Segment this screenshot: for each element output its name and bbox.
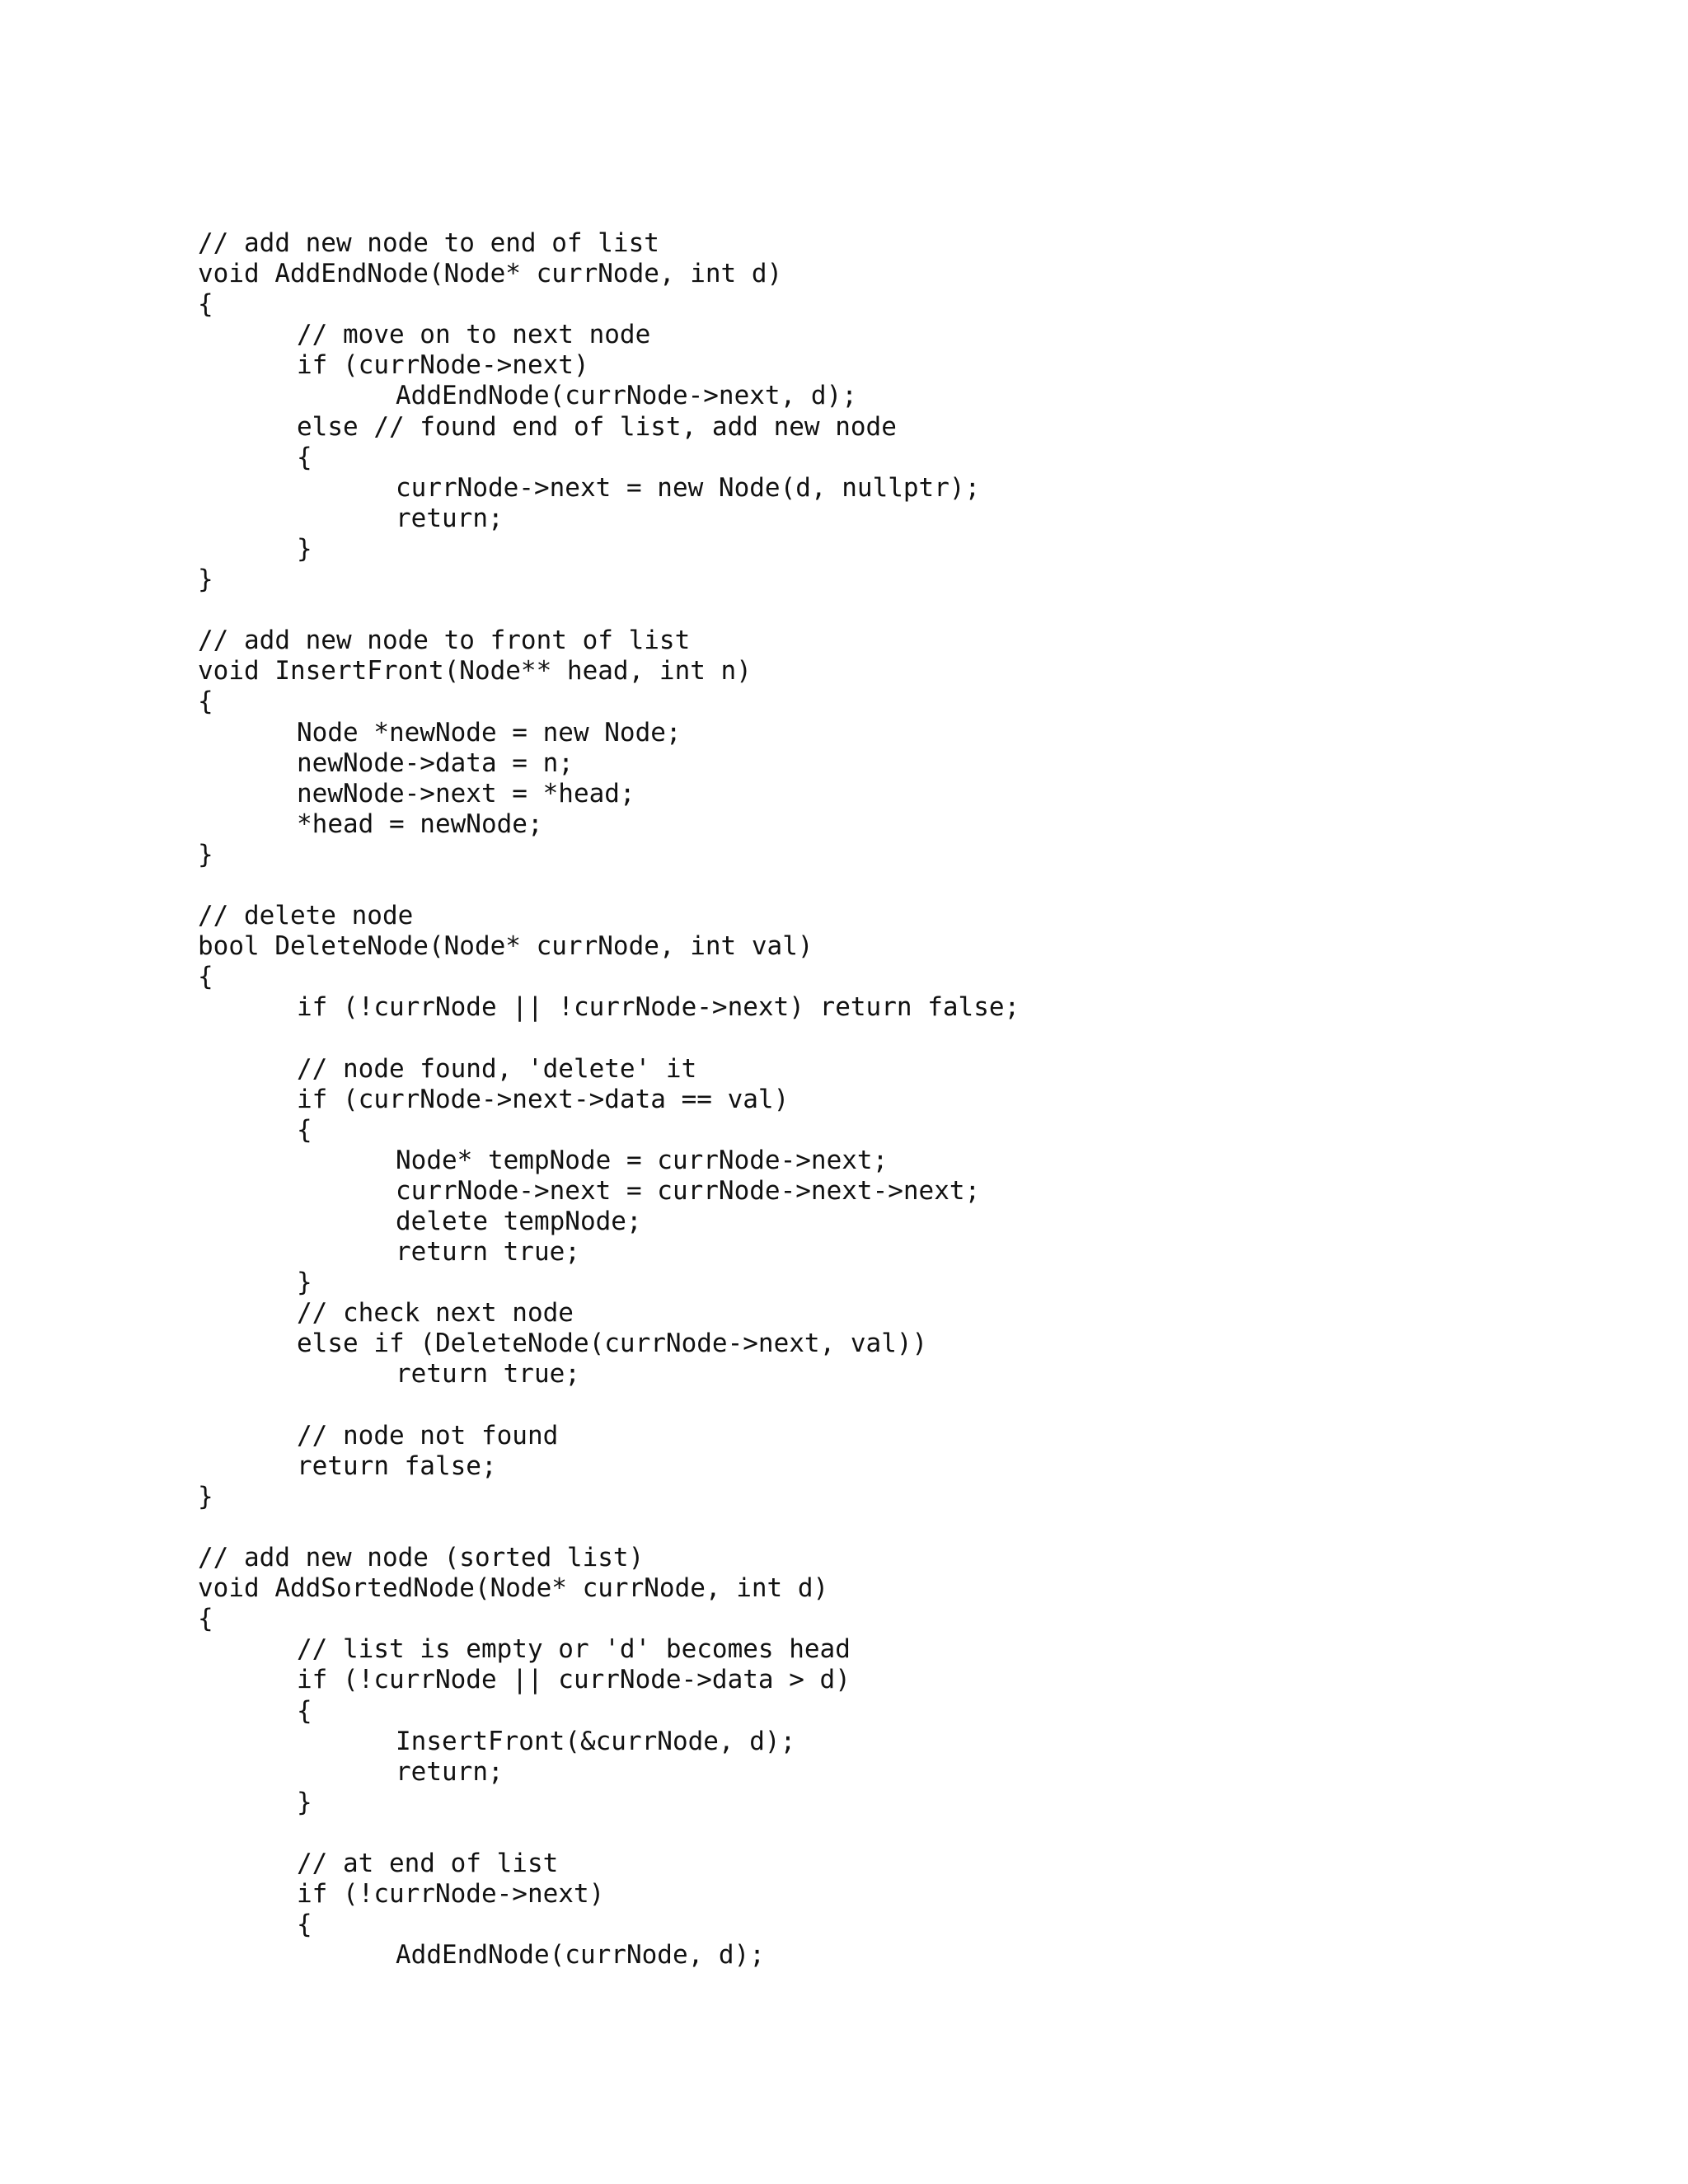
code-line: else if (DeleteNode(currNode->next, val)) [297, 1329, 928, 1359]
code-line: } [297, 1787, 312, 1817]
code-line: } [297, 1268, 312, 1298]
code-line: return false; [297, 1451, 497, 1481]
code-line: currNode->next = new Node(d, nullptr); [396, 472, 981, 503]
code-line: AddEndNode(currNode, d); [396, 1940, 765, 1971]
code-line: // add new node (sorted list) [198, 1543, 645, 1573]
code-line: newNode->data = n; [297, 748, 574, 778]
code-line: void AddSortedNode(Node* currNode, int d) [198, 1573, 829, 1604]
code-line: if (currNode->next->data == val) [297, 1084, 790, 1114]
code-line: } [198, 565, 213, 595]
code-line: void InsertFront(Node** head, int n) [198, 656, 752, 687]
code-line: { [297, 1114, 312, 1145]
code-line: } [198, 1481, 213, 1511]
blank-line [198, 1818, 1648, 1849]
code-line: *head = newNode; [297, 808, 543, 839]
blank-line [198, 1390, 1648, 1421]
code-line: { [198, 1604, 213, 1634]
code-line: // add new node to front of list [198, 626, 691, 656]
code-line: delete tempNode; [396, 1207, 642, 1236]
code-line: // node found, 'delete' it [297, 1053, 697, 1084]
code-line: InsertFront(&currNode, d); [396, 1726, 796, 1756]
code-line: Node *newNode = new Node; [297, 717, 682, 748]
blank-line [198, 595, 1648, 626]
code-line: void AddEndNode(Node* currNode, int d) [198, 259, 783, 289]
code-line: { [297, 1695, 312, 1726]
code-line: { [198, 289, 213, 320]
code-line: // delete node [198, 901, 414, 931]
code-line: return true; [396, 1237, 580, 1268]
code-line: if (!currNode || currNode->data > d) [297, 1665, 851, 1695]
blank-line [198, 1512, 1648, 1543]
code-line: } [297, 533, 312, 564]
code-line: { [198, 962, 213, 992]
code-listing [198, 228, 1648, 1971]
code-line: if (!currNode->next) [297, 1879, 605, 1910]
code-line: // node not found [297, 1420, 559, 1451]
code-line: // check next node [297, 1298, 574, 1329]
code-line: // list is empty or 'd' becomes head [297, 1634, 851, 1665]
code-line: // add new node to end of list [198, 228, 659, 258]
code-line: else // found end of list, add new node [297, 411, 897, 442]
code-line: { [297, 442, 312, 472]
code-line: AddEndNode(currNode->next, d); [396, 381, 857, 411]
code-line: } [198, 839, 213, 869]
code-line: if (!currNode || !currNode->next) return false; [297, 992, 1020, 1023]
code-line: currNode->next = currNode->next->next; [396, 1175, 981, 1206]
code-line: { [297, 1910, 312, 1940]
code-line: // at end of list [297, 1848, 559, 1878]
code-line: // move on to next node [297, 320, 651, 350]
blank-line [198, 870, 1648, 901]
blank-line [198, 1023, 1648, 1053]
code-line: Node* tempNode = currNode->next; [396, 1145, 889, 1175]
code-line: return true; [396, 1359, 580, 1390]
code-line: bool DeleteNode(Node* currNode, int val) [198, 931, 814, 962]
code-line: return; [396, 503, 504, 533]
code-line: { [198, 687, 213, 717]
code-line: if (currNode->next) [297, 350, 589, 381]
code-line: return; [396, 1756, 504, 1787]
code-line: newNode->next = *head; [297, 778, 635, 808]
